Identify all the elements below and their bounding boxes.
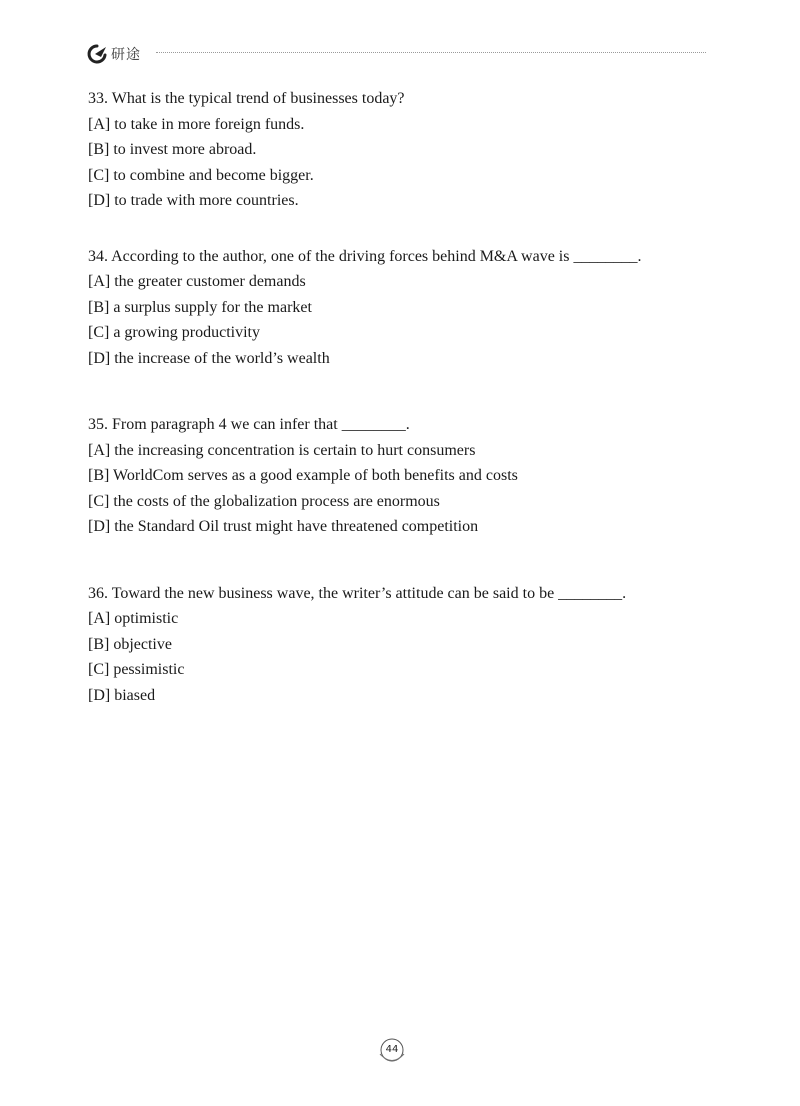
page-number-badge [377,1036,407,1066]
question-list [88,86,728,708]
question-stem: 34. According to the author, one of the driving forces behind M&A wave is ________. [88,247,642,265]
page-header [86,40,706,68]
header-divider [156,52,706,53]
option-c: [C] pessimistic [88,661,185,678]
question-33 [88,86,728,214]
question-stem: 36. Toward the new business wave, the writer’s attitude can be said to be ________. [88,584,627,602]
option-a: [A] the increasing concentration is certain to hurt consumers [88,441,476,459]
option-a: [A] to take in more foreign funds. [88,115,305,133]
question-34 [88,244,728,372]
option-c: [C] the costs of the globalization process are enormous [88,492,440,510]
yantu-logo-icon [86,44,108,64]
option-a: [A] the greater customer demands [88,273,306,290]
page-number: 44 [385,1044,399,1055]
option-b: [B] objective [88,635,172,653]
question-35 [88,412,728,540]
question-stem: 35. From paragraph 4 we can infer that ________. [88,416,410,433]
brand-name: 研途 [111,47,141,63]
option-c: [C] to combine and become bigger. [88,166,314,184]
option-a: [A] optimistic [88,610,179,627]
option-b: [B] to invest more abroad. [88,141,257,158]
option-d: [D] to trade with more countries. [88,192,299,209]
option-d: [D] the Standard Oil trust might have threatened competition [88,518,479,535]
option-c: [C] a growing productivity [88,324,260,341]
option-d: [D] the increase of the world’s wealth [88,349,330,367]
option-d: [D] biased [88,686,156,704]
option-b: [B] a surplus supply for the market [88,298,312,316]
option-b: [B] WorldCom serves as a good example of both benefits and costs [88,467,518,484]
question-stem: 33. What is the typical trend of businesses today? [88,90,405,107]
question-36 [88,581,728,709]
